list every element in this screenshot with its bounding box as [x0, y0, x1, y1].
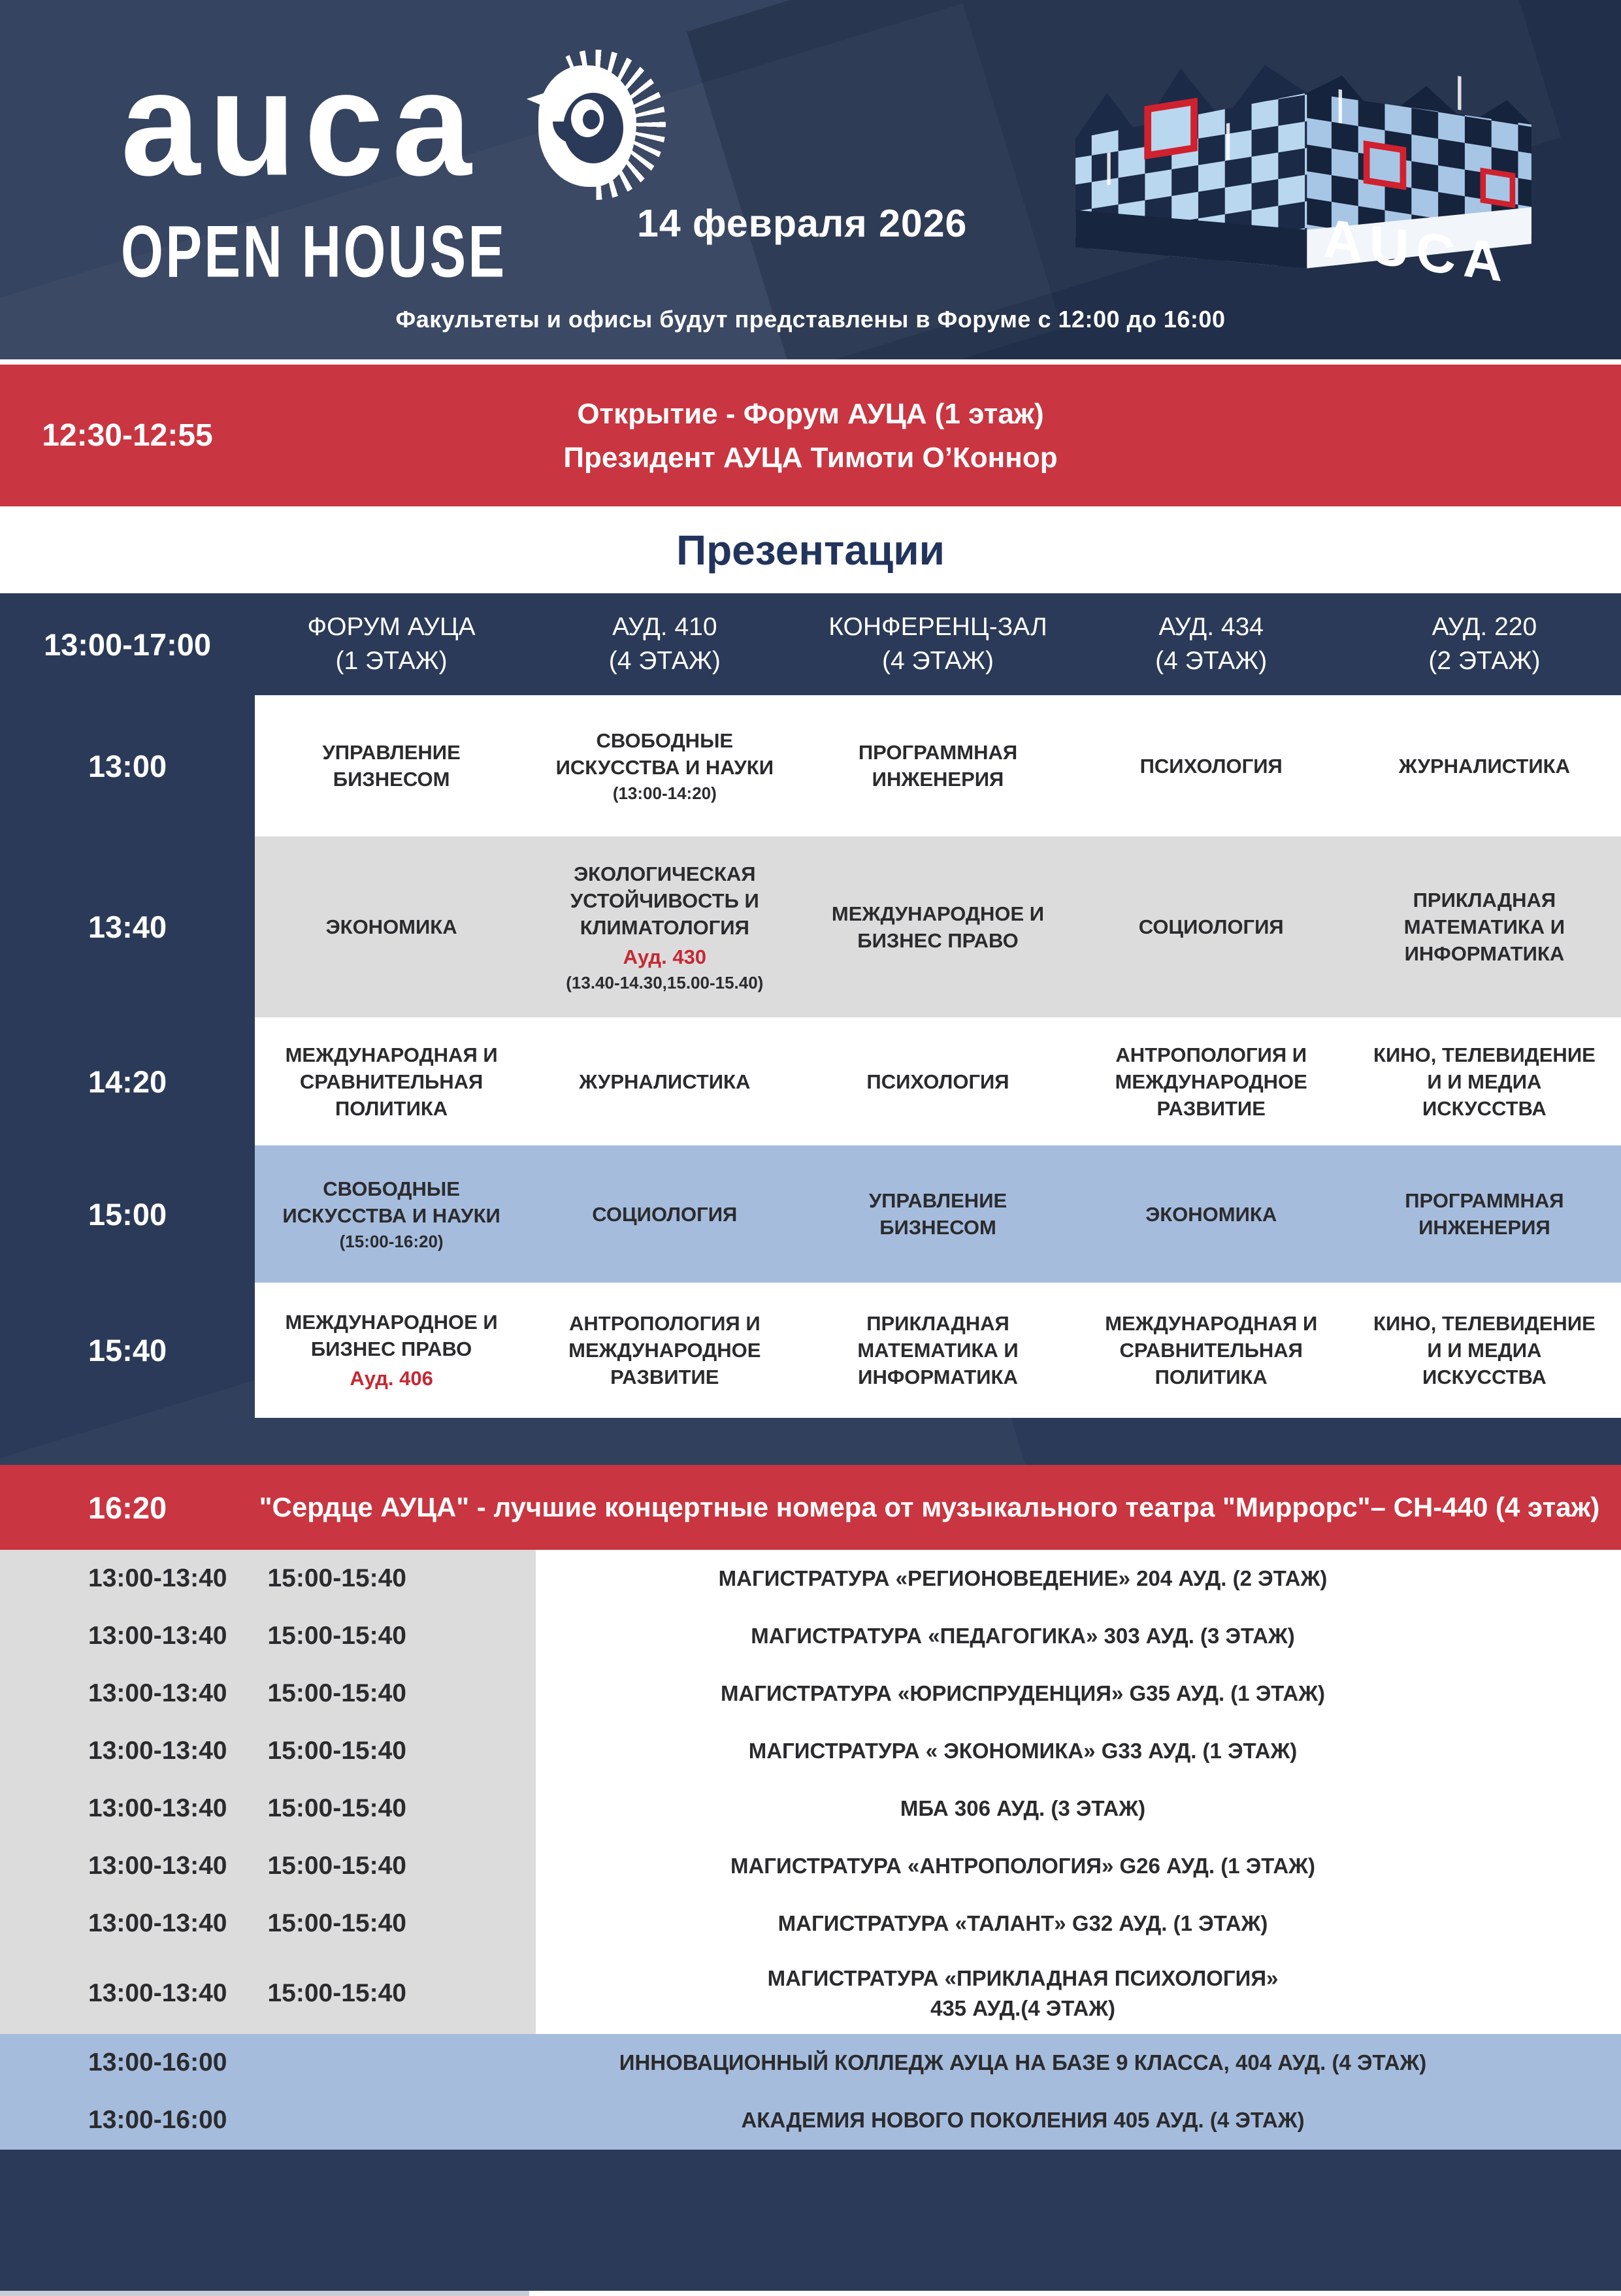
opening-line2: Президент АУЦА Тимоти О’Коннор — [563, 441, 1058, 474]
session-cell: ПРОГРАММНАЯ ИНЖЕНЕРИЯ — [858, 741, 1018, 791]
masters-row: 13:00-13:40 15:00-15:40 МАГИСТРАТУРА «ПЕДАГОГИКА» 303 АУД. (3 ЭТАЖ) — [0, 1607, 1621, 1665]
opening-line1: Открытие - Форум АУЦА (1 этаж) — [577, 397, 1044, 430]
row-time: 15:00 — [88, 1196, 167, 1232]
college-row: 13:00-16:00 ИННОВАЦИОННЫЙ КОЛЛЕДЖ АУЦА НА БАЗЕ 9 КЛАССА, 404 АУД. (4 ЭТАЖ) — [88, 2048, 1427, 2076]
table-row-1300 — [0, 695, 1621, 836]
college-row: 13:00-16:00 АКАДЕМИЯ НОВОГО ПОКОЛЕНИЯ 405 АУД. (4 ЭТАЖ) — [88, 2106, 1305, 2134]
divider-strip — [0, 359, 1621, 365]
college-section — [0, 2034, 1621, 2150]
session-cell: КИНО, ТЕЛЕВИДЕНИЕ И И МЕДИА ИСКУССТВА — [1373, 1312, 1596, 1388]
column-header-434: АУД. 434 (4 ЭТАЖ) — [1155, 613, 1268, 675]
table-row-1420 — [0, 1017, 1621, 1145]
session-cell: АНТРОПОЛОГИЯ И МЕЖДУНАРОДНОЕ РАЗВИТИЕ — [568, 1312, 761, 1388]
session-cell: КИНО, ТЕЛЕВИДЕНИЕ И И МЕДИА ИСКУССТВА — [1373, 1043, 1596, 1120]
session-cell: ПРИКЛАДНАЯ МАТЕМАТИКА И ИНФОРМАТИКА — [1403, 889, 1565, 965]
session-cell: ПСИХОЛОГИЯ — [866, 1070, 1009, 1093]
masters-row: 13:00-13:40 15:00-15:40 МБА 306 АУД. (3 ЭТАЖ) — [0, 1780, 1621, 1837]
row-time: 13:40 — [88, 910, 167, 944]
concert-time: 16:20 — [88, 1490, 167, 1525]
masters-row: 13:00-13:40 15:00-15:40 МАГИСТРАТУРА «АНТРОПОЛОГИЯ» G26 АУД. (1 ЭТАЖ) — [0, 1837, 1621, 1895]
column-header-220: АУД. 220 (2 ЭТАЖ) — [1428, 613, 1541, 675]
session-cell: СОЦИОЛОГИЯ — [592, 1202, 738, 1226]
opening-banner — [0, 365, 1621, 506]
session-cell: ЭКОНОМИКА — [325, 915, 457, 938]
session-cell: ЖУРНАЛИСТИКА — [1398, 754, 1570, 778]
session-cell: СВОБОДНЫЕ ИСКУССТВА И НАУКИ (13:00-14:20) — [555, 729, 774, 803]
row-time: 14:20 — [88, 1064, 167, 1099]
eagle-icon — [525, 50, 666, 200]
presentations-title-section — [0, 506, 1621, 593]
session-cell: ПРИКЛАДНАЯ МАТЕМАТИКА И ИНФОРМАТИКА — [857, 1312, 1019, 1388]
session-cell: УПРАВЛЕНИЕ БИЗНЕСОМ — [868, 1189, 1007, 1239]
masters-row: 13:00-13:40 15:00-15:40 МАГИСТРАТУРА «РЕГИОНОВЕДЕНИЕ» 204 АУД. (2 ЭТАЖ) — [0, 1550, 1621, 1607]
bottom-strip — [0, 2291, 1621, 2296]
masters-row: 13:00-13:40 15:00-15:40 МАГИСТРАТУРА «ТАЛАНТ» G32 АУД. (1 ЭТАЖ) — [0, 1895, 1621, 1952]
session-cell: СОЦИОЛОГИЯ — [1138, 915, 1284, 938]
opening-time: 12:30-12:55 — [42, 418, 213, 453]
column-header-conference-hall: КОНФЕРЕНЦ-ЗАЛ (4 ЭТАЖ) — [828, 613, 1047, 675]
masters-section — [0, 1550, 1621, 2034]
session-cell: МЕЖДУНАРОДНОЕ И БИЗНЕС ПРАВО — [831, 902, 1045, 952]
session-cell: ЖУРНАЛИСТИКА — [579, 1070, 751, 1093]
footer — [0, 2150, 1621, 2291]
concert-banner — [0, 1465, 1621, 1550]
table-row-1540 — [0, 1283, 1621, 1418]
presentations-table — [0, 593, 1621, 1418]
session-cell: МЕЖДУНАРОДНАЯ И СРАВНИТЕЛЬНАЯ ПОЛИТИКА — [285, 1043, 498, 1120]
masters-row: 13:00-13:40 15:00-15:40 МАГИСТРАТУРА « ЭКОНОМИКА» G33 АУД. (1 ЭТАЖ) — [0, 1722, 1621, 1780]
session-cell: ПРОГРАММНАЯ ИНЖЕНЕРИЯ — [1405, 1189, 1564, 1239]
open-house-wordmark: OPEN HOUSE — [121, 210, 507, 293]
session-cell: ЭКОНОМИКА — [1145, 1202, 1277, 1226]
column-header-forum: ФОРУМ АУЦА (1 ЭТАЖ) — [307, 613, 476, 675]
column-header-410: АУД. 410 (4 ЭТАЖ) — [608, 613, 721, 675]
table-header-row — [0, 593, 1621, 695]
forum-note: Факультеты и офисы будут представлены в Форуме с 12:00 до 16:00 — [395, 306, 1226, 333]
session-cell: УПРАВЛЕНИЕ БИЗНЕСОМ — [322, 741, 461, 791]
session-cell: ЭКОЛОГИЧЕСКАЯ УСТОЙЧИВОСТЬ И КЛИМАТОЛОГИЯ Ауд. 430 (13.40-14.30,15.00-15.40) — [566, 862, 764, 992]
row-time: 15:40 — [88, 1333, 167, 1368]
session-cell: МЕЖДУНАРОДНАЯ И СРАВНИТЕЛЬНАЯ ПОЛИТИКА — [1105, 1312, 1318, 1388]
event-date: 14 февраля 2026 — [637, 202, 968, 245]
header — [0, 0, 1621, 359]
auca-logo — [121, 41, 666, 293]
table-row-1340 — [0, 836, 1621, 1017]
masters-row: 13:00-13:40 15:00-15:40 МАГИСТРАТУРА «ЮРИСПРУДЕНЦИЯ» G35 АУД. (1 ЭТАЖ) — [0, 1665, 1621, 1722]
table-row-1500 — [0, 1145, 1621, 1283]
auca-wordmark: auca — [121, 41, 480, 207]
masters-row: 13:00-13:40 15:00-15:40 МАГИСТРАТУРА «ПРИКЛАДНАЯ ПСИХОЛОГИЯ» 435 АУД.(4 ЭТАЖ) — [0, 1952, 1621, 2034]
session-cell: СВОБОДНЫЕ ИСКУССТВА И НАУКИ (15:00-16:20) — [282, 1177, 500, 1251]
row-time: 13:00 — [88, 748, 167, 783]
presentations-title: Презентации — [676, 526, 945, 574]
table-time-range: 13:00-17:00 — [43, 627, 212, 662]
concert-text: "Сердце АУЦА" - лучшие концертные номера от музыкального театра "Миррорс"– СН-440 (4 этаж) — [259, 1492, 1600, 1522]
campus-building-illustration — [1065, 26, 1542, 307]
session-cell: АНТРОПОЛОГИЯ И МЕЖДУНАРОДНОЕ РАЗВИТИЕ — [1115, 1043, 1307, 1120]
session-cell: МЕЖДУНАРОДНОЕ И БИЗНЕС ПРАВО Ауд. 406 — [285, 1311, 498, 1390]
building-auca-letters: AUCA — [1323, 206, 1509, 295]
session-cell: ПСИХОЛОГИЯ — [1139, 754, 1283, 778]
